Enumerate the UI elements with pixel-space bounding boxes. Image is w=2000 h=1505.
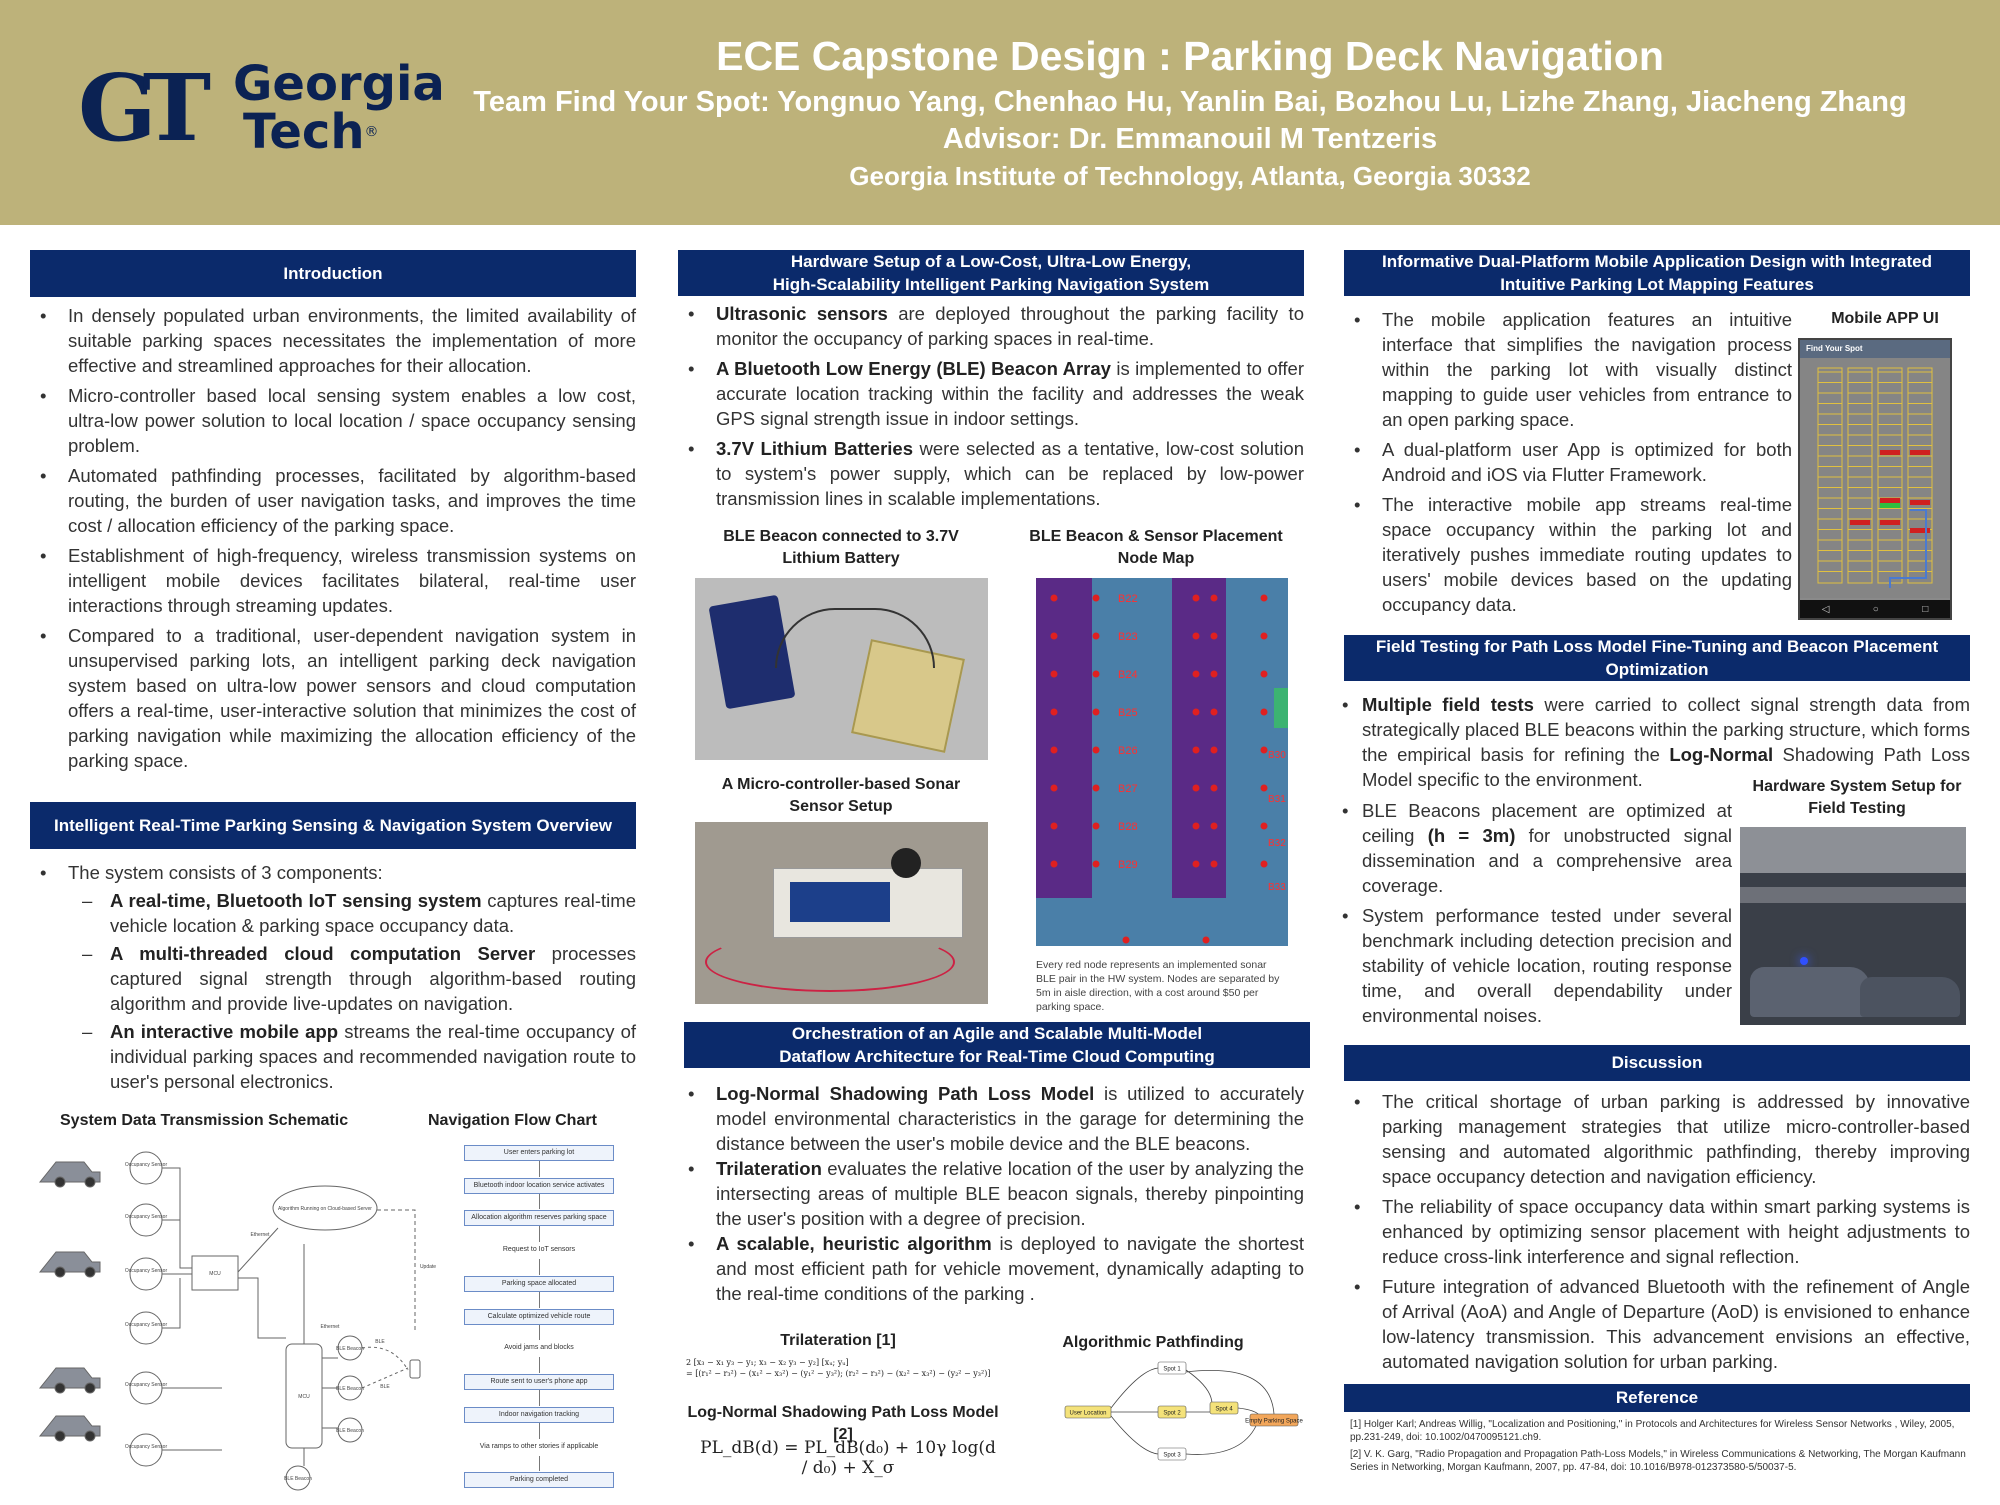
pathfinding-graph <box>1060 1358 1303 1466</box>
graph-node-label: User Location <box>1069 1410 1107 1417</box>
sensor-node <box>1093 861 1100 868</box>
discussion-list <box>1344 1084 1970 1374</box>
sensor-node <box>1261 823 1268 830</box>
hardware-bullet: • 3.7V Lithium Batteries were selected as a tentative, low-cost solution to system's power supply, which can be replaced by low-power transmission lines in scalable implementations. <box>678 436 1304 511</box>
flowchart-step: Calculate optimized vehicle route <box>464 1309 614 1325</box>
column-left <box>30 250 636 1484</box>
occupancy-sensor-node <box>130 1258 162 1290</box>
flowchart-arrow <box>539 1390 540 1406</box>
team-line: Team Find Your Spot: Yongnuo Yang, Chenhao Hu, Yanlin Bai, Bozhou Lu, Lizhe Zhang, Jiacheng Zhang <box>473 86 1907 118</box>
pathfinding-caption: Algorithmic Pathfinding <box>1062 1334 1244 1351</box>
sensor-node <box>1211 747 1218 754</box>
sensor-node <box>1211 633 1218 640</box>
mcu-board-shape <box>790 882 890 922</box>
graph-node-label: Spot 3 <box>1163 1452 1181 1459</box>
flowchart-arrow <box>539 1456 540 1472</box>
flowchart-caption: Navigation Flow Chart <box>428 1112 597 1129</box>
hardware-bullet: • Ultrasonic sensors are deployed throughout the parking facility to monitor the occupancy of parking spaces in real-time. <box>678 301 1304 351</box>
title-block <box>470 28 1910 194</box>
field-bullet: • Multiple field tests were carried to collect signal strength data from strategically placed BLE beacons within the parking structure, which forms the empirical basis for refining the Log-Normal Shadowing Path Loss Model specific to the environment. <box>1332 692 1970 792</box>
flowchart-step: User enters parking lot <box>464 1145 614 1161</box>
svg-text:Occupancy Sensor: Occupancy Sensor <box>124 1268 168 1274</box>
occupied-space <box>1880 498 1900 503</box>
app-ui-caption: Mobile APP UI <box>1831 310 1939 327</box>
sensor-node <box>1193 861 1200 868</box>
lognormal-equation: PL_dB(d) = PL_dB(d₀) + 10γ log(d / d₀) + X_σ <box>700 1438 996 1478</box>
phone-icon <box>410 1360 420 1378</box>
field-photo-caption: Hardware System Setup for Field Testing <box>1752 778 1962 817</box>
trilateration-equation: 2 [x₃ − x₁ y₃ − y₁; x₃ − x₂ y₃ − y₂] [xᵤ; yᵤ] = [(r₁² − r₃²) − (x₁² − x₃²) − (y₁² − y₃²); (r₂² − r₃²) − (x₂² − x₃²) − (y₂² − y₃²)] <box>686 1358 991 1378</box>
app-bullet: • A dual-platform user App is optimized for both Android and iOS via Flutter Framework. <box>1344 437 1792 487</box>
sensor-node <box>1211 671 1218 678</box>
sensor-node <box>1193 595 1200 602</box>
ble-battery-photo <box>695 578 988 760</box>
poster-header <box>0 0 2000 225</box>
node-map-note: Every red node represents an implemented sonar BLE pair in the HW system. Nodes are separated by 5m in aisle direction, with a cost around $50 per parking space. <box>1036 959 1280 1013</box>
flowchart-step: Route sent to user's phone app <box>464 1374 614 1390</box>
flowchart-arrow <box>539 1325 540 1341</box>
svg-text:MCU: MCU <box>209 1271 221 1277</box>
sensor-node <box>1093 823 1100 830</box>
transmission-schematic <box>40 1138 448 1500</box>
introduction-heading: Introduction <box>30 250 636 297</box>
overview-lead: The system consists of 3 components: <box>68 862 383 883</box>
flowchart-arrow <box>539 1259 540 1275</box>
flowchart-arrow <box>539 1226 540 1242</box>
node-label: B31 <box>1268 794 1286 805</box>
recommended-space <box>1880 503 1900 508</box>
institution-line: Georgia Institute of Technology, Atlanta, Georgia 30332 <box>849 161 1531 191</box>
sensor-node <box>1261 633 1268 640</box>
sensor-node <box>1211 785 1218 792</box>
reference-item: [2] V. K. Garg, "Radio Propagation and Propagation Path-Loss Models," in Wireless Communications & Networking, The Morgan Kaufmann Series in Networking, Morgan Kaufmann, 2007, pp. 47-84, doi: 10.1016/B978-012373580-5/50037-5. <box>1350 1449 1966 1473</box>
svg-text:BLE Beacon: BLE Beacon <box>336 1346 364 1352</box>
sensor-node <box>1261 709 1268 716</box>
georgia-tech-logo <box>78 54 445 162</box>
component-item: – An interactive mobile app streams the real-time occupancy of individual parking spaces and recommended navigation route to user's personal electronics. <box>68 1019 636 1094</box>
overview-list <box>30 855 636 1094</box>
component-item: – A multi-threaded cloud computation Server processes captured signal strength through algorithm-based routing algorithm and provide live-updates on navigation. <box>68 941 636 1016</box>
car-icon <box>40 1368 100 1393</box>
node-label: B28 <box>1118 821 1138 833</box>
graph-node-label: Spot 2 <box>1163 1410 1181 1417</box>
sensor-node <box>1051 595 1058 602</box>
svg-text:Occupancy Sensor: Occupancy Sensor <box>124 1162 168 1168</box>
component-item: – A real-time, Bluetooth IoT sensing system captures real-time vehicle location & parking space occupancy data. <box>68 888 636 938</box>
svg-text:BLE: BLE <box>380 1384 390 1390</box>
sensor-node <box>1203 937 1210 944</box>
hardware-bullet: • A Bluetooth Low Energy (BLE) Beacon Array is implemented to offer accurate location tracking within the facility and addresses the weak GPS signal strength issue in indoor settings. <box>678 356 1304 431</box>
node-label: B26 <box>1118 745 1138 757</box>
field-testing-heading: Field Testing for Path Loss Model Fine-Tuning and Beacon Placement Optimization <box>1344 635 1970 681</box>
dataflow-bullet: • A scalable, heuristic algorithm is deployed to navigate the shortest and most efficient path for vehicle movement, dynamically adapting to the real-time conditions of the parking . <box>678 1231 1304 1306</box>
occupied-space <box>1880 520 1900 525</box>
flowchart-step: Via ramps to other stories if applicable <box>479 1442 599 1450</box>
flowchart-step: Allocation algorithm reserves parking space <box>464 1210 614 1226</box>
sensor-node <box>1261 861 1268 868</box>
graph-node-label: Empty Parking Space <box>1245 1418 1303 1425</box>
car-icon <box>40 1162 100 1187</box>
flowchart-arrow <box>539 1423 540 1439</box>
field-list-narrow <box>1332 793 1732 1028</box>
sensor-node <box>1051 785 1058 792</box>
occupied-space <box>1880 450 1900 455</box>
flowchart-arrow <box>539 1292 540 1308</box>
flowchart-step: Indoor navigation tracking <box>464 1407 614 1423</box>
flowchart-step: Parking completed <box>464 1472 614 1488</box>
lognormal-caption: Log-Normal Shadowing Path Loss Model [2] <box>687 1404 999 1443</box>
sensor-node <box>1093 595 1100 602</box>
intro-bullet: • Automated pathfinding processes, facilitated by algorithm-based routing, the burden of user navigation tasks, and improves the time cost / allocation efficiency of the parking space. <box>30 463 636 538</box>
node-label: B27 <box>1118 783 1138 795</box>
svg-text:BLE Beacon: BLE Beacon <box>336 1428 364 1434</box>
dataflow-list <box>678 1076 1304 1306</box>
node-label: B30 <box>1268 750 1286 761</box>
dataflow-bullet: • Trilateration evaluates the relative location of the user by analyzing the intersecting areas of multiple BLE beacon signals, thereby pinpointing the user's position with a degree of precision. <box>678 1156 1304 1231</box>
svg-text:BLE: BLE <box>375 1339 385 1345</box>
component-list <box>68 888 636 1094</box>
svg-text:Algorithm Running on Cloud-bas: Algorithm Running on Cloud-based Server <box>278 1206 372 1212</box>
sensor-node <box>1193 671 1200 678</box>
node-map-caption: BLE Beacon & Sensor Placement Node Map <box>1029 528 1283 567</box>
svg-text:Occupancy Sensor: Occupancy Sensor <box>124 1382 168 1388</box>
svg-text:MCU: MCU <box>298 1394 310 1400</box>
sensor-node <box>1193 785 1200 792</box>
flowchart-step: Bluetooth indoor location service activates <box>464 1178 614 1194</box>
svg-text:Occupancy Sensor: Occupancy Sensor <box>124 1444 168 1450</box>
car-shape <box>1750 967 1870 1017</box>
sensor-node <box>1093 709 1100 716</box>
poster-title: ECE Capstone Design : Parking Deck Navigation <box>716 33 1664 79</box>
graph-node-label: Spot 1 <box>1163 1366 1181 1373</box>
discussion-heading: Discussion <box>1344 1045 1970 1081</box>
intro-bullet: • In densely populated urban environments, the limited availability of suitable parking spaces necessitates the implementation of more effective and streamlined approaches for their allocation. <box>30 303 636 378</box>
sensor-node <box>1211 823 1218 830</box>
battery-photo-caption: BLE Beacon connected to 3.7V Lithium Battery <box>723 528 959 567</box>
svg-text:Ethernet: Ethernet <box>250 1232 270 1238</box>
flowchart-step: Request to IoT sensors <box>502 1246 576 1254</box>
column-middle <box>678 250 1304 1478</box>
intro-bullet: • Establishment of high-frequency, wireless transmission systems on intelligent mobile devices facilitates bilateral, real-time user interactions through streaming updates. <box>30 543 636 618</box>
phone-parking-map <box>1800 358 1950 598</box>
hardware-list <box>678 301 1304 511</box>
reference-heading: Reference <box>1344 1384 1970 1412</box>
sonar-sensor-shape <box>891 848 921 878</box>
svg-text:Occupancy Sensor: Occupancy Sensor <box>124 1322 168 1328</box>
svg-text:BLE Beacon: BLE Beacon <box>336 1386 364 1392</box>
navigation-flowchart <box>450 1145 630 1505</box>
occupied-space <box>1850 520 1870 525</box>
home-icon[interactable]: ○ <box>1872 603 1879 615</box>
node-label: B23 <box>1118 631 1138 643</box>
discussion-bullet: • Future integration of advanced Bluetooth with the refinement of Angle of Arrival (AoA) and Angle of Departure (AoD) is envisioned to enhance low-latency transmission. This advancement envisions an effective, automated navigation solution for urban parking. <box>1344 1274 1970 1374</box>
field-test-photo <box>1740 827 1966 1025</box>
occupancy-sensor-node <box>130 1312 162 1344</box>
logo-trademark: ® <box>364 124 379 140</box>
node-label: B25 <box>1118 707 1138 719</box>
graph-node-label: Spot 4 <box>1215 1406 1233 1413</box>
sensor-node <box>1051 747 1058 754</box>
sensor-node <box>1211 861 1218 868</box>
dataflow-bullet: • Log-Normal Shadowing Path Loss Model is utilized to accurately model environmental characteristics in the garage for determining the distance between the user's mobile device and the BLE beacons. <box>678 1081 1304 1156</box>
reference-item: [1] Holger Karl; Andreas Willig, "Localization and Positioning," in Protocols and Architectures for Wireless Sensor Networks , Wiley, 2005, pp.231-249, doi: 10.1002/0470095121.ch9. <box>1350 1419 1955 1443</box>
column-right <box>1344 250 1970 1473</box>
intro-bullet: • Compared to a traditional, user-dependent navigation system in unsupervised parking lots, an intelligent parking deck navigation system based on ultra-low power sensors and cloud computation offers a real-time, user-interactive solution that minimizes the cost of parking navigation while maximizing the allocation efficiency of the parking space. <box>30 623 636 773</box>
sonar-photo-caption: A Micro-controller-based Sonar Sensor Setup <box>721 776 961 815</box>
phone-nav-bar <box>1800 600 1950 618</box>
sensor-node <box>1211 709 1218 716</box>
flowchart-arrow <box>539 1161 540 1177</box>
sonar-setup-photo <box>695 822 988 1004</box>
svg-text:BLE Beacon: BLE Beacon <box>284 1476 312 1482</box>
flowchart-arrow <box>539 1194 540 1210</box>
sensor-node <box>1093 671 1100 678</box>
svg-text:Occupancy Sensor: Occupancy Sensor <box>124 1214 168 1220</box>
flowchart-step: Avoid jams and blocks <box>504 1344 574 1352</box>
car-shape <box>1860 977 1960 1017</box>
node-label: B29 <box>1118 859 1138 871</box>
discussion-bullet: • The critical shortage of urban parking is addressed by innovative parking management strategies that utilize micro-controller-based sensing and automated algorithmic pathfinding, thereby improving space occupancy detection and navigation efficiency. <box>1344 1089 1970 1189</box>
logo-wordmark <box>233 56 445 160</box>
sensor-node <box>1193 633 1200 640</box>
sensor-node <box>1051 861 1058 868</box>
sensor-node <box>1093 747 1100 754</box>
field-bullet: • System performance tested under several benchmark including detection precision and stability of vehicle location, routing response time, and overall dependability under environmental noises. <box>1332 903 1732 1028</box>
sensor-node <box>1123 937 1130 944</box>
node-label: B24 <box>1118 669 1138 681</box>
sensor-node <box>1051 633 1058 640</box>
app-list <box>1344 302 1792 617</box>
sensor-node <box>1261 595 1268 602</box>
trilateration-caption: Trilateration [1] <box>780 1332 896 1349</box>
hardware-heading: Hardware Setup of a Low-Cost, Ultra-Low Energy, High-Scalability Intelligent Parking Navigation System <box>678 250 1304 296</box>
sensor-node <box>1051 823 1058 830</box>
sensor-node <box>1261 671 1268 678</box>
node-label: B33 <box>1268 882 1286 893</box>
node-map <box>1036 578 1288 946</box>
phone-screenshot <box>1798 338 1952 620</box>
intro-bullet: • Micro-controller based local sensing system enables a low cost, ultra-low power solution to local location / space occupancy sensing problem. <box>30 383 636 458</box>
logo-word-tech: Tech <box>243 104 365 160</box>
app-heading: Informative Dual-Platform Mobile Application Design with Integrated Intuitive Parking Lot Mapping Features <box>1344 250 1970 296</box>
node-label: B32 <box>1268 838 1286 849</box>
svg-text:Ethernet: Ethernet <box>320 1324 340 1330</box>
occupancy-sensor-node <box>130 1434 162 1466</box>
schematic-caption: System Data Transmission Schematic <box>60 1112 349 1129</box>
dataflow-heading: Orchestration of an Agile and Scalable Multi-Model Dataflow Architecture for Real-Time Cloud Computing <box>684 1022 1310 1068</box>
sensor-node <box>1093 785 1100 792</box>
discussion-bullet: • The reliability of space occupancy data within smart parking systems is enhanced by optimizing sensor placement with height adjustments to reduce cross-link interference and signal reflection. <box>1344 1194 1970 1269</box>
flowchart-arrow <box>539 1357 540 1373</box>
beacon-light <box>1800 957 1808 965</box>
node-label: B22 <box>1118 593 1138 605</box>
occupied-space <box>1910 450 1930 455</box>
sensor-node <box>1193 747 1200 754</box>
sensor-node <box>1211 595 1218 602</box>
app-bullet: • The mobile application features an intuitive interface that simplifies the navigation process within the parking lot with visually distinct mapping to guide user vehicles from entrance to an open parking space. <box>1344 307 1792 432</box>
sensor-node <box>1193 709 1200 716</box>
car-icon <box>40 1416 100 1441</box>
occupied-space <box>1910 500 1930 505</box>
gt-monogram: GT <box>78 54 198 162</box>
svg-text:Update: Update <box>419 1264 437 1270</box>
advisor-line: Advisor: Dr. Emmanouil M Tentzeris <box>942 123 1438 155</box>
app-bullet: • The interactive mobile app streams real-time space occupancy within the parking lot and iteratively pushes immediate routing updates to users' mobile devices based on the updating occupancy data. <box>1344 492 1792 617</box>
flowchart-step: Parking space allocated <box>464 1276 614 1292</box>
sensor-node <box>1261 747 1268 754</box>
field-bullet: • BLE Beacons placement are optimized at ceiling (h = 3m) for unobstructed signal dissemination and a comprehensive area coverage. <box>1332 798 1732 898</box>
occupancy-sensor-node <box>130 1372 162 1404</box>
sensor-node <box>1193 823 1200 830</box>
sensor-node <box>1093 633 1100 640</box>
car-icon <box>40 1252 100 1277</box>
overview-heading: Intelligent Real-Time Parking Sensing & Navigation System Overview <box>30 802 636 849</box>
introduction-list <box>30 303 636 773</box>
sensor-node <box>1051 671 1058 678</box>
occupancy-sensor-node <box>130 1204 162 1236</box>
logo-word-georgia: Georgia <box>233 56 445 112</box>
sensor-node <box>1051 709 1058 716</box>
reference-list <box>1350 1418 1966 1474</box>
recents-icon[interactable]: □ <box>1922 603 1929 615</box>
back-icon[interactable]: ◁ <box>1821 603 1830 615</box>
phone-app-header: Find Your Spot <box>1800 340 1950 358</box>
occupancy-sensor-node <box>130 1152 162 1184</box>
sensor-node <box>1261 785 1268 792</box>
